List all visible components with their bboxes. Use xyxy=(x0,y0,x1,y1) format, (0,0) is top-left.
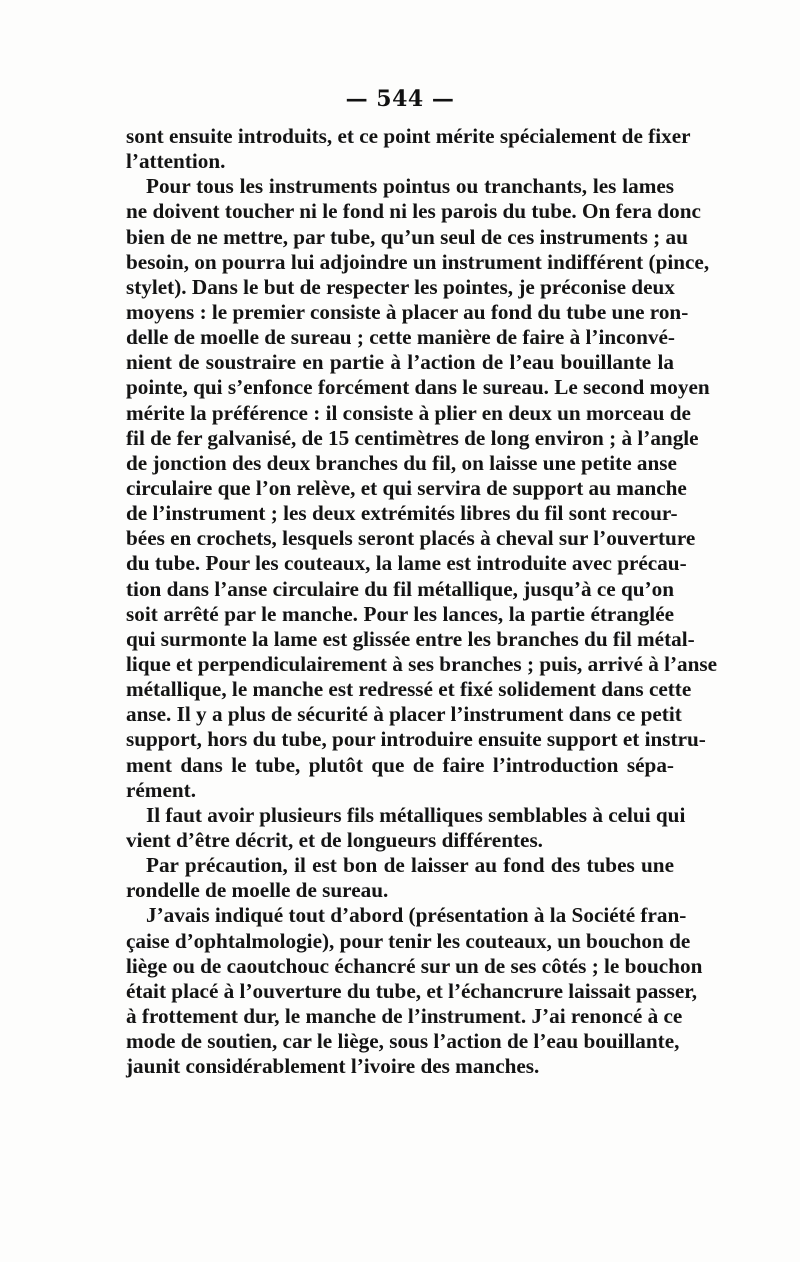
text-line: qui surmonte la lame est glissée entre les branches du fil métal- xyxy=(126,626,695,651)
text-line: bien de ne mettre, par tube, qu’un seul de ces instruments ; au xyxy=(126,224,688,249)
text-line: pointe, qui s’enfonce forcément dans le sureau. Le second moyen xyxy=(126,375,710,400)
text-line: rondelle de moelle de sureau. xyxy=(126,878,389,903)
text-line: çaise d’ophtalmologie), pour tenir les couteaux, un bouchon de xyxy=(126,928,691,953)
text-line: l’attention. xyxy=(126,149,226,174)
text-line: était placé à l’ouverture du tube, et l’échancrure laissait passer, xyxy=(126,978,698,1003)
text-line: Il faut avoir plusieurs fils métalliques semblables à celui qui xyxy=(146,802,686,827)
text-line: mérite la préférence : il consiste à plier en deux un morceau de xyxy=(126,400,691,425)
text-line: rément. xyxy=(126,777,196,802)
text-line: ne doivent toucher ni le fond ni les parois du tube. On fera donc xyxy=(126,199,701,224)
text-line: support, hors du tube, pour introduire ensuite support et instru- xyxy=(126,727,706,752)
text-line: mode de soutien, car le liège, sous l’action de l’eau bouillante, xyxy=(126,1029,680,1054)
text-line: ment dans le tube, plutôt que de faire l’introduction sépa- xyxy=(126,752,674,777)
body-text xyxy=(126,124,718,1079)
text-line: de jonction des deux branches du fil, on laisse une petite anse xyxy=(126,450,677,475)
text-line: J’avais indiqué tout d’abord (présentation à la Société fran- xyxy=(146,903,687,928)
text-line: stylet). Dans le but de respecter les pointes, je préconise deux xyxy=(126,274,675,299)
text-line: métallique, le manche est redressé et fixé solidement dans cette xyxy=(126,677,692,702)
text-line: à frottement dur, le manche de l’instrument. J’ai renoncé à ce xyxy=(126,1003,683,1028)
page-number: — 544 — xyxy=(345,86,455,112)
text-line: de l’instrument ; les deux extrémités libres du fil sont recour- xyxy=(126,501,678,526)
text-line: liège ou de caoutchouc échancré sur un de ses côtés ; le bouchon xyxy=(126,953,703,978)
text-line: nient de soustraire en partie à l’action de l’eau bouillante la xyxy=(126,350,674,375)
text-line: vient d’être décrit, et de longueurs différentes. xyxy=(126,827,543,852)
text-line: Par précaution, il est bon de laisser au fond des tubes une xyxy=(146,853,674,878)
text-line: besoin, on pourra lui adjoindre un instrument indifférent (pince, xyxy=(126,249,710,274)
text-line: sont ensuite introduits, et ce point mérite spécialement de fixer xyxy=(126,124,691,148)
text-line: Pour tous les instruments pointus ou tranchants, les lames xyxy=(146,174,674,199)
text-line: fil de fer galvanisé, de 15 centimètres de long environ ; à l’angle xyxy=(126,425,699,450)
text-line: bées en crochets, lesquels seront placés à cheval sur l’ouverture xyxy=(126,526,696,551)
text-line: circulaire que l’on relève, et qui servira de support au manche xyxy=(126,475,687,500)
text-line: moyens : le premier consiste à placer au fond du tube une ron- xyxy=(126,299,689,324)
text-line: soit arrêté par le manche. Pour les lances, la partie étranglée xyxy=(126,601,674,626)
text-line: anse. Il y a plus de sécurité à placer l’instrument dans ce petit xyxy=(126,702,682,727)
text-line: jaunit considérablement l’ivoire des manches. xyxy=(126,1054,540,1079)
text-line: du tube. Pour les couteaux, la lame est introduite avec précau- xyxy=(126,551,687,576)
text-line: delle de moelle de sureau ; cette manière de faire à l’inconvé- xyxy=(126,325,675,350)
text-line: tion dans l’anse circulaire du fil métallique, jusqu’à ce qu’on xyxy=(126,576,674,601)
text-line: lique et perpendiculairement à ses branches ; puis, arrivé à l’anse xyxy=(126,651,718,676)
